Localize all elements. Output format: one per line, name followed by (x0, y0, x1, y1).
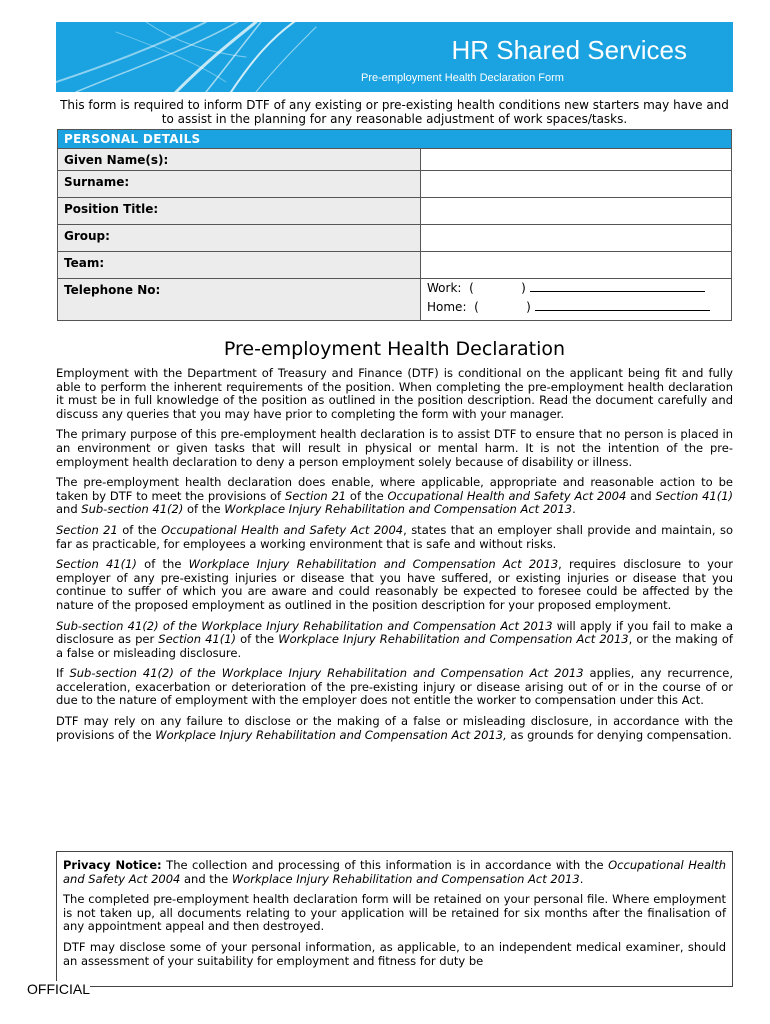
legal-reference: Workplace Injury Rehabilitation and Compensation Act 2013 (278, 632, 629, 647)
privacy-paragraph-1 (63, 859, 726, 886)
text-run: of the (117, 522, 162, 537)
declaration-paragraph-5 (56, 558, 733, 612)
text-run: applies, any recurrence, acceleration, exacerbation or deterioration of the pre-existing injury or disease arising out of or in the course of or due to the nature of employment with the employer does not entitle the worker to compensation under this Act. (56, 666, 733, 708)
declaration-paragraph-8 (56, 715, 733, 742)
legal-reference: Section 41(1) (158, 632, 236, 647)
open-paren: ( (469, 281, 474, 295)
personal-details-table (57, 129, 732, 321)
text-run: , requires disclosure to your employer of any pre-existing injuries or disease that you have suffered, or existing injuries or disease that you continue to suffer of which you are aware and could reasonably be expected to foresee could be affected by the nature of the proposed employment as outlined in the position description for your proposed employment. (56, 557, 733, 612)
legal-reference: Sub-section 41(2) (81, 502, 184, 517)
legal-reference: Workplace Injury Rehabilitation and Compensation Act 2013, (155, 727, 507, 742)
work-phone-row (427, 279, 725, 298)
position-title-field[interactable] (421, 198, 732, 225)
home-phone-number-field[interactable] (535, 300, 710, 311)
text-run: If (56, 666, 70, 681)
legal-reference: Workplace Injury Rehabilitation and Compensation Act 2013 (188, 557, 559, 572)
home-area-code-field[interactable] (470, 298, 522, 317)
text-run: The pre-employment health declaration does enable, where applicable, appropriate and reasonable action to be taken by DTF to meet the provisions of (56, 475, 733, 503)
classification-footer: OFFICIAL (27, 981, 91, 997)
swoosh-graphic (56, 22, 356, 92)
field-row-telephone (58, 279, 732, 321)
declaration-paragraph-2: The primary purpose of this pre-employment health declaration is to assist DTF to ensure that no person is placed in an environment or given tasks that will result in physical or mental harm. It is not the intention of the pre-employment health declaration to deny a person employment solely because of disability or illness. (56, 427, 733, 469)
home-phone-row (427, 298, 725, 317)
work-phone-number-field[interactable] (530, 281, 705, 292)
text-run: will apply if you fail to make a disclosure as per (56, 618, 733, 647)
field-row-position-title (58, 198, 732, 225)
telephone-label: Telephone No: (58, 279, 421, 321)
privacy-notice-box (56, 851, 733, 987)
open-paren: ( (474, 300, 479, 314)
field-row-group (58, 225, 732, 252)
text-run: of the (183, 502, 225, 517)
declaration-paragraph-7 (56, 667, 733, 708)
text-run: The collection and processing of this information is in accordance with the (161, 858, 609, 872)
field-row-given-name (58, 149, 732, 171)
surname-field[interactable] (421, 171, 732, 198)
team-field[interactable] (421, 252, 732, 279)
team-label: Team: (58, 252, 421, 279)
text-run: as grounds for denying compensation. (506, 727, 732, 742)
header-banner (56, 22, 733, 92)
declaration-heading: Pre-employment Health Declaration (223, 338, 566, 360)
personal-details-heading: PERSONAL DETAILS (58, 130, 732, 149)
text-run: . (572, 502, 576, 517)
close-paren: ) (521, 281, 526, 295)
legal-reference: Workplace Injury Rehabilitation and Compensation Act 2013 (231, 871, 580, 886)
close-paren: ) (526, 300, 531, 314)
legal-reference: Workplace Injury Rehabilitation and Compensation Act 2013 (224, 502, 573, 517)
given-name-label: Given Name(s): (58, 149, 421, 171)
given-name-field[interactable] (421, 149, 732, 171)
legal-reference: Section 21 (284, 488, 347, 503)
legal-reference: Section 21 (56, 522, 118, 537)
text-run: , or the making of a false or misleading disclosure. (56, 632, 733, 660)
field-row-surname (58, 171, 732, 198)
text-run: of the (346, 488, 388, 503)
declaration-body (56, 367, 733, 749)
banner-title: HR Shared Services (451, 35, 687, 65)
legal-reference: Occupational Health and Safety Act 2004 (387, 488, 627, 503)
declaration-paragraph-3 (56, 476, 733, 517)
text-run: , states that an employer shall provide and maintain, so far as practicable, for employees a working environment that is safe and without risks. (56, 522, 733, 551)
declaration-paragraph-6 (56, 620, 733, 661)
legal-reference: Sub-section 41(2) of the Workplace Injury Rehabilitation and Compensation Act 2013 (69, 666, 584, 681)
declaration-paragraph-4 (56, 524, 733, 551)
text-run: and (626, 488, 656, 503)
work-area-code-field[interactable] (465, 279, 517, 298)
home-phone-label: Home: (427, 300, 467, 314)
text-run: and (56, 502, 82, 517)
legal-reference: Section 41(1) (655, 488, 734, 503)
legal-reference: Section 41(1) (56, 557, 137, 572)
intro-text: This form is required to inform DTF of any existing or pre-existing health conditions new starters may have and to assist in the planning for any reasonable adjustment of work spaces/tasks. (60, 98, 729, 126)
text-run: of the (136, 557, 189, 572)
legal-reference: Occupational Health and Safety Act 2004 (63, 858, 726, 886)
privacy-paragraph-3: DTF may disclose some of your personal information, as applicable, to an independent medical examiner, should an assessment of your suitability for employment and fitness for duty be (63, 939, 726, 968)
text-run: and the (180, 871, 232, 886)
surname-label: Surname: (58, 171, 421, 198)
legal-reference: Sub-section 41(2) of the Workplace Injury Rehabilitation and Compensation Act 2013 (56, 618, 553, 633)
group-label: Group: (58, 225, 421, 252)
declaration-paragraph-1: Employment with the Department of Treasury and Finance (DTF) is conditional on the applicant being fit and fully able to perform the inherent requirements of the position. When completing the pre-employment health declaration it must be in full knowledge of the position as outlined in the position description. Read the document carefully and discuss any queries that you may have prior to completing the form with your manager. (56, 366, 733, 421)
banner-subtitle: Pre-employment Health Declaration Form (361, 72, 564, 84)
work-phone-label: Work: (427, 281, 462, 295)
privacy-paragraph-2: The completed pre-employment health declaration form will be retained on your personal file. Where employment is not taken up, all documents relating to your application will be retained for six months after the finalisation of any appointment appeal and then destroyed. (63, 892, 726, 934)
text-run: DTF may rely on any failure to disclose or the making of a false or misleading disclosure, in accordance with the provisions of the (56, 714, 733, 742)
text-run: of the (236, 632, 279, 647)
telephone-fields (421, 279, 732, 321)
group-field[interactable] (421, 225, 732, 252)
field-row-team (58, 252, 732, 279)
legal-reference: Occupational Health and Safety Act 2004 (161, 522, 404, 537)
position-title-label: Position Title: (58, 198, 421, 225)
text-run: . (579, 871, 584, 886)
privacy-notice-label: Privacy Notice: (63, 858, 162, 872)
personal-details-header-row (58, 130, 732, 149)
